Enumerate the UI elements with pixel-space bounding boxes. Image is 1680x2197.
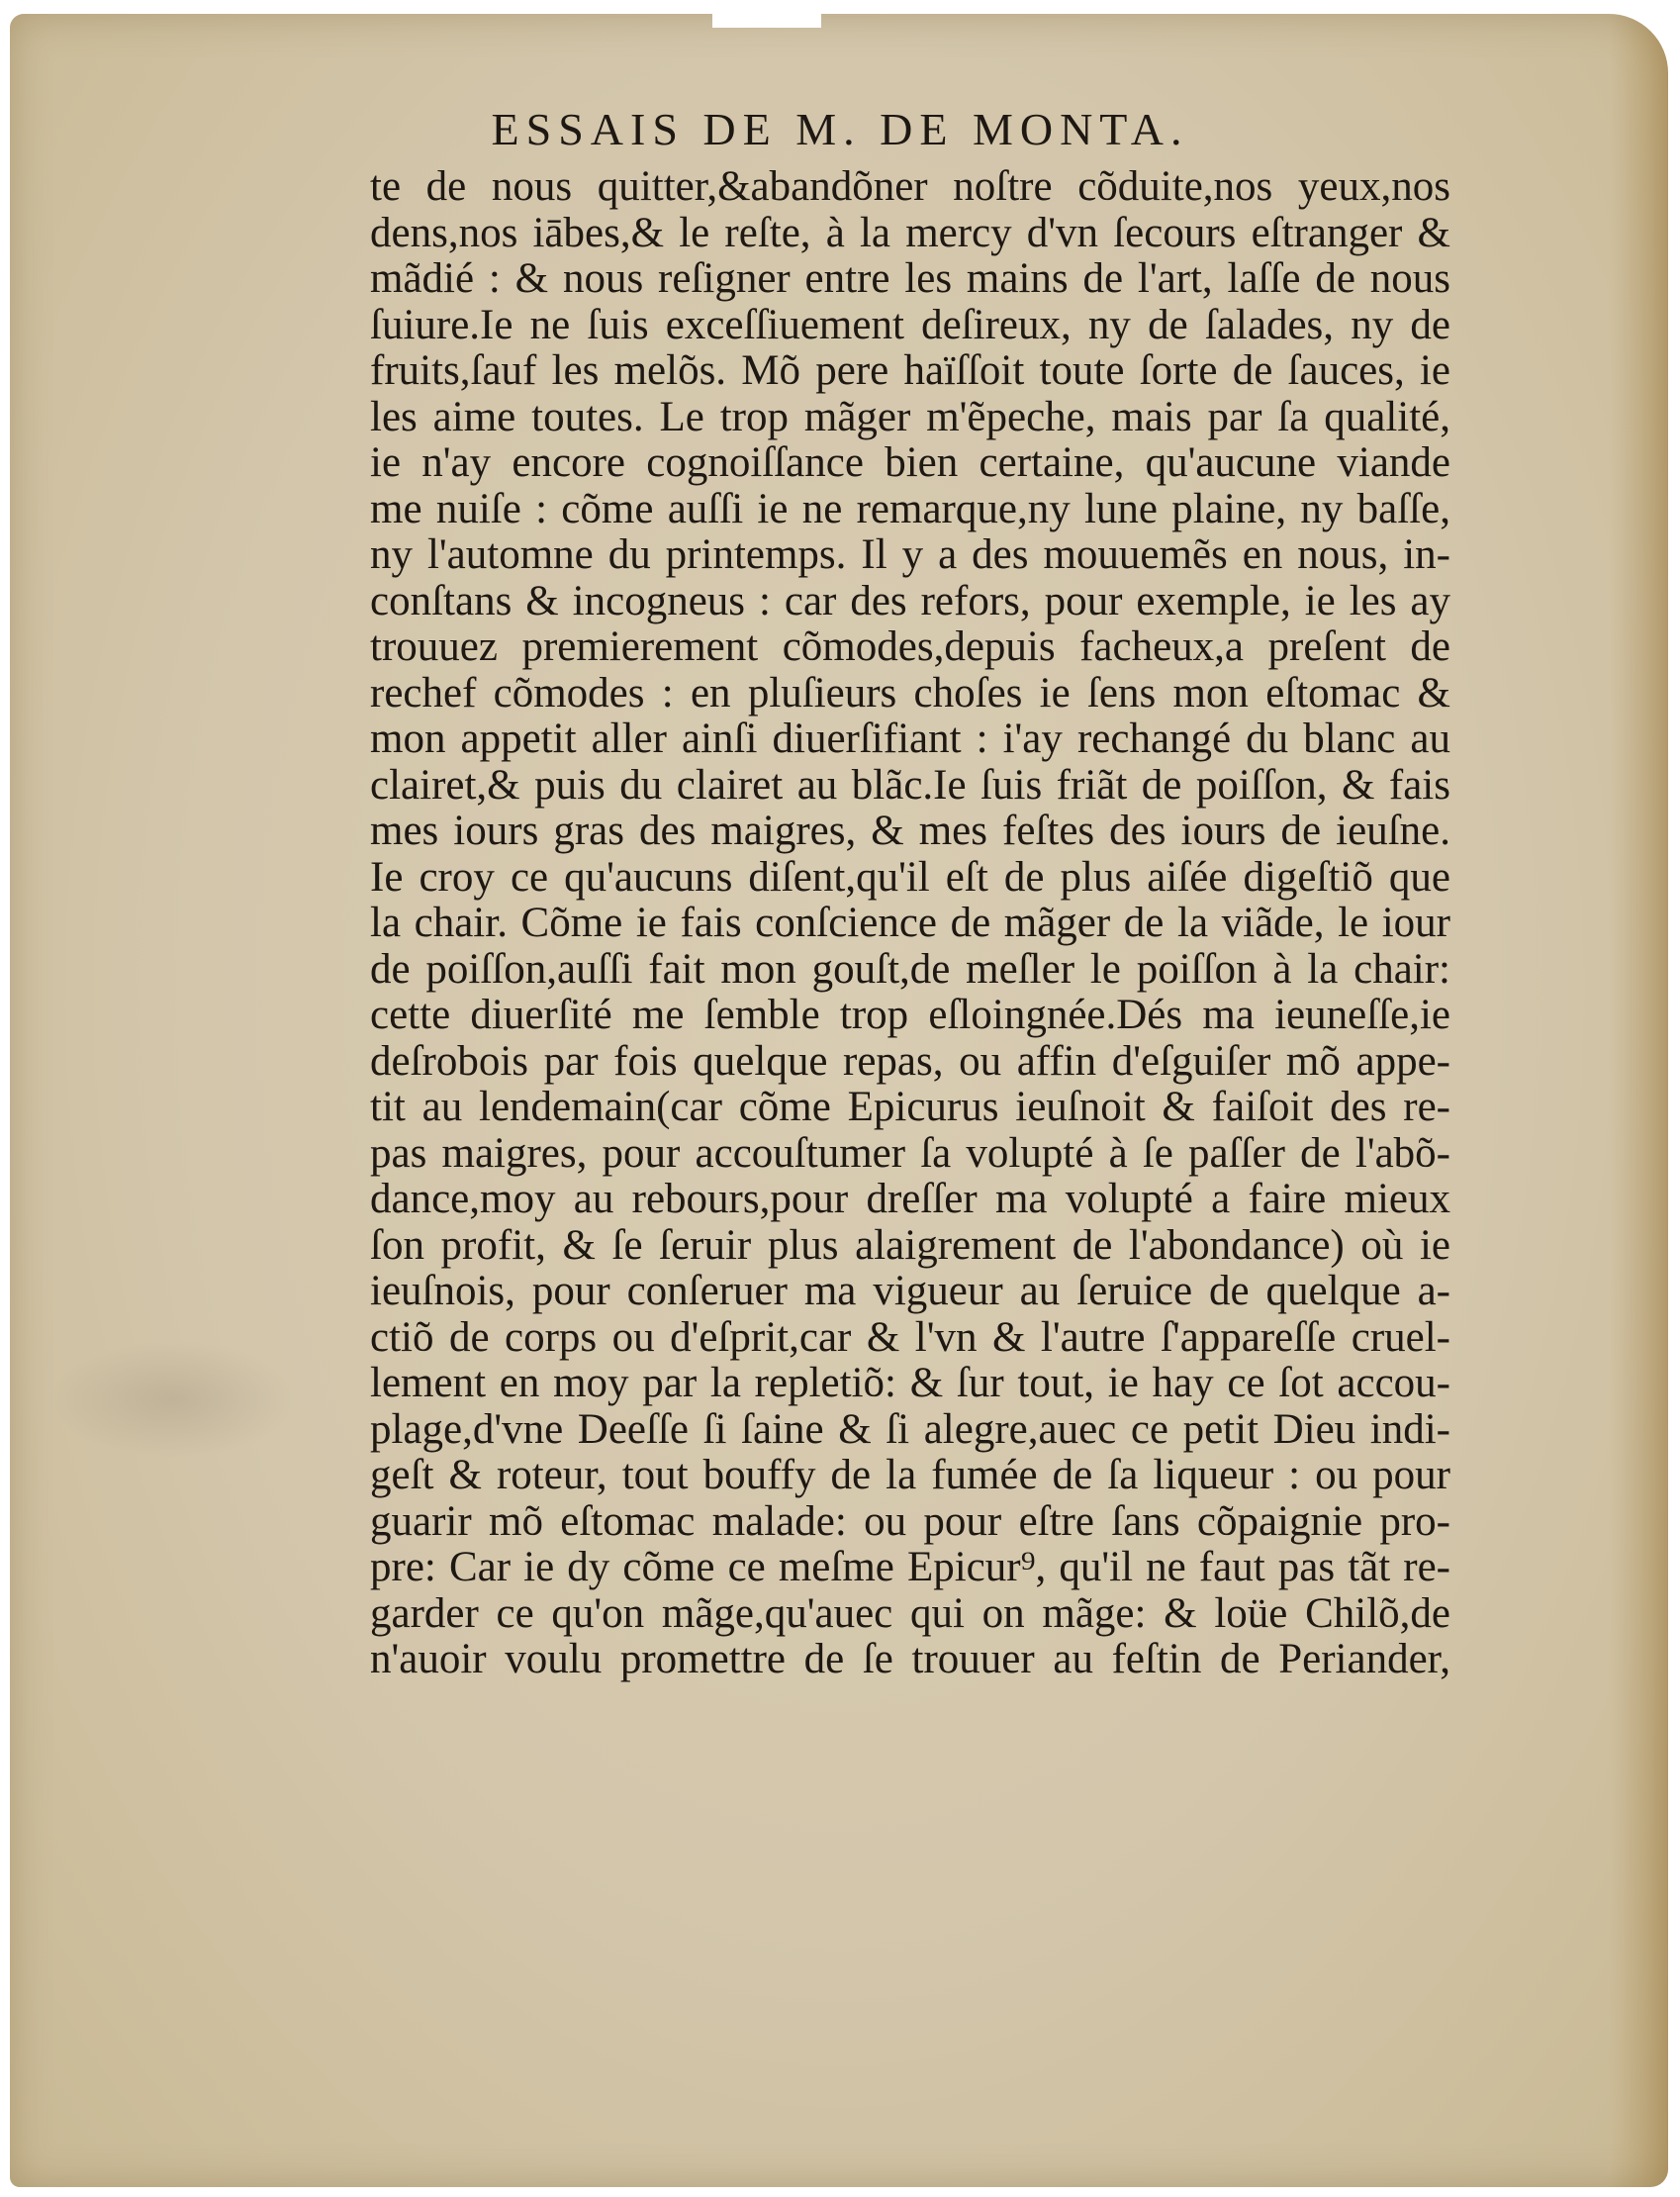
edge-discoloration [1609,14,1668,2187]
text-line: mes iours gras des maigres, & mes feſtes des iours de ieuſne. [370,809,1450,854]
running-head: ESSAIS DE M. DE MONTA. [491,104,1189,154]
text-line: te de nous quitter,&abandõner noſtre cõduite,nos yeux,nos [370,164,1450,210]
text-line: ſuiure.Ie ne ſuis exceſſiuement deſireux, ny de ſalades, ny de [370,302,1450,348]
text-line: lement en moy par la repletiõ: & ſur tout, ie hay ce ſot accou- [370,1361,1450,1406]
text-line: pre: Car ie dy cõme ce meſme Epicur⁹, qu'il ne faut pas tãt re- [370,1545,1450,1590]
text-line: conſtans & incogneus : car des refors, pour exemple, ie les ay [370,578,1450,624]
text-line: ieuſnois, pour conſeruer ma vigueur au ſeruice de quelque a- [370,1269,1450,1314]
text-line: la chair. Cõme ie fais conſcience de mãger de la viãde, le iour [370,901,1450,946]
text-line: ſon profit, & ſe ſeruir plus alaigrement de l'abondance) où ie [370,1222,1450,1269]
text-line: plage,d'vne Deeſſe ſi ſaine & ſi alegre,auec ce petit Dieu indi- [370,1406,1450,1453]
text-line: mon appetit aller ainſi diuerſifiant : i'ay rechangé du blanc au [370,716,1450,762]
text-line: les aime toutes. Le trop mãger m'ẽpeche, mais par ſa qualité, [370,394,1450,440]
text-line: dens,nos iābes,& le reſte, à la mercy d'vn ſecours eſtranger & [370,210,1450,256]
text-line: rechef cõmodes : en pluſieurs choſes ie ſens mon eſtomac & [370,670,1450,716]
text-line: clairet,& puis du clairet au blãc.Ie ſuis friãt de poiſſon, & fais [370,762,1450,809]
body-text [370,164,1450,1683]
text-line: ctiõ de corps ou d'eſprit,car & l'vn & l'autre ſ'appareſſe cruel- [370,1314,1450,1361]
text-line: pas maigres, pour accouſtumer ſa volupté à ſe paſſer de l'abõ- [370,1130,1450,1177]
text-line: me nuiſe : cõme auſſi ie ne remarque,ny lune plaine, ny baſſe, [370,486,1450,532]
text-line: ie n'ay encore cognoiſſance bien certaine, qu'aucune viande [370,440,1450,486]
ink-smudge [49,1340,297,1459]
text-line: garder ce qu'on mãge,qu'auec qui on mãge: & loüe Chilõ,de [370,1590,1450,1637]
text-line: deſrobois par fois quelque repas, ou affin d'eſguiſer mõ appe- [370,1038,1450,1085]
text-line: de poiſſon,auſſi fait mon gouſt,de meſler le poiſſon à la chair: [370,946,1450,993]
text-line: tit au lendemain(car cõme Epicurus ieuſnoit & faiſoit des re- [370,1085,1450,1130]
text-line: Ie croy ce qu'aucuns diſent,qu'il eſt de plus aiſée digeſtiõ que [370,854,1450,901]
text-line: guarir mõ eſtomac malade: ou pour eſtre ſans cõpaignie pro- [370,1498,1450,1545]
text-line: ny l'automne du printemps. Il y a des mouuemẽs en nous, in- [370,532,1450,578]
torn-notch [712,14,821,28]
text-line: geſt & roteur, tout bouffy de la fumée de ſa liqueur : ou pour [370,1453,1450,1498]
text-line: mãdié : & nous reſigner entre les mains de l'art, laſſe de nous [370,256,1450,302]
text-line: trouuez premierement cõmodes,depuis facheux,a preſent de [370,624,1450,670]
text-line: fruits,ſauf les melõs. Mõ pere haïſſoit toute ſorte de ſauces, ie [370,348,1450,394]
text-line: n'auoir voulu promettre de ſe trouuer au feſtin de Periander, [370,1637,1450,1682]
text-line: cette diuerſité me ſemble trop eſloingnée.Dés ma ieuneſſe,ie [370,993,1450,1038]
text-line: dance,moy au rebours,pour dreſſer ma volupté a faire mieux [370,1177,1450,1222]
